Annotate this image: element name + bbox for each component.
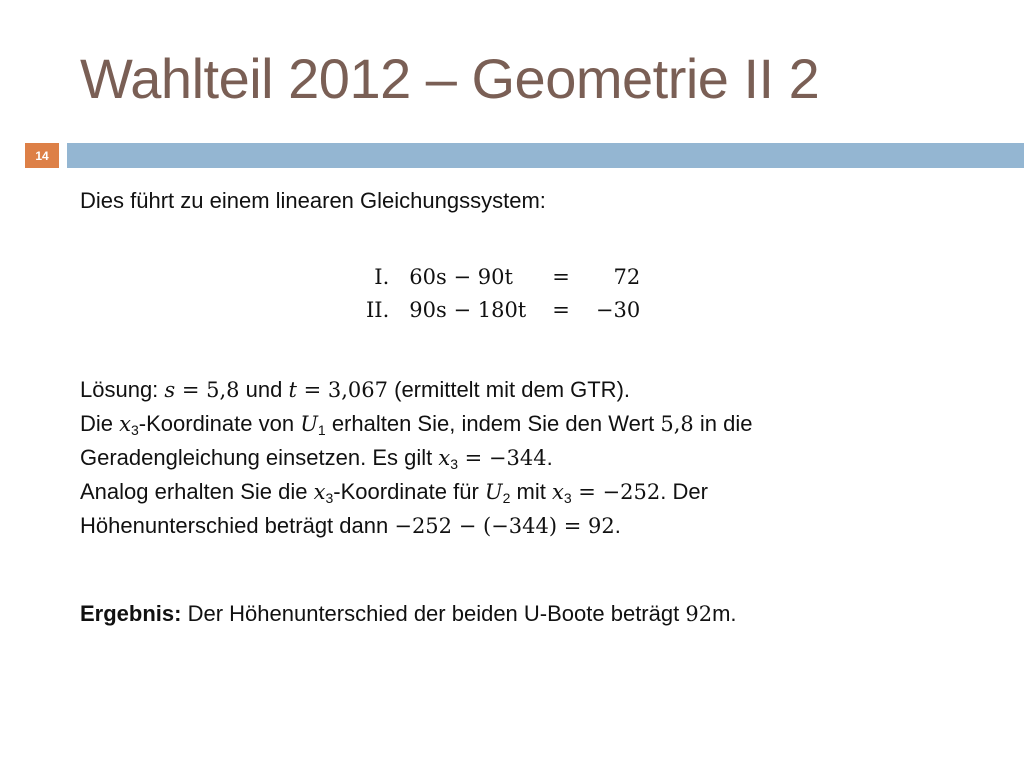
math-var: t xyxy=(288,378,297,402)
slide-number-badge: 14 xyxy=(25,143,59,168)
text-run: . xyxy=(546,445,553,470)
equation-rhs: −30 xyxy=(595,297,641,322)
math-var: s xyxy=(164,378,176,402)
explanation-line xyxy=(80,441,753,475)
text-run: Analog erhalten Sie die xyxy=(80,479,314,504)
explanation-line xyxy=(80,509,753,543)
math-var: U xyxy=(300,412,318,436)
math-sub: 3 xyxy=(563,490,572,506)
equation-lhs: 90s − 180t xyxy=(409,297,527,322)
solution-block xyxy=(80,373,753,543)
math-var: U xyxy=(484,480,503,504)
explanation-line xyxy=(80,475,753,509)
math-expr: = 5,8 xyxy=(175,378,240,402)
equation-row xyxy=(362,260,644,293)
text-run: in die xyxy=(693,411,753,436)
math-sub: 3 xyxy=(450,456,458,472)
text-run: m. xyxy=(712,601,737,626)
math-expr: −252 − (−344) = 92 xyxy=(394,514,615,538)
text-run: und xyxy=(239,377,289,402)
text-run: mit xyxy=(510,479,552,504)
math-var: x xyxy=(551,480,564,504)
math-expr: = −252 xyxy=(571,480,661,504)
math-expr: 92 xyxy=(685,602,713,626)
text-run: Lösung: xyxy=(80,377,165,402)
text-run: -Koordinate von xyxy=(138,411,301,436)
text-run: Geradengleichung einsetzen. Es gilt xyxy=(80,445,439,470)
math-var: x xyxy=(119,412,131,436)
math-sub: 3 xyxy=(325,490,334,506)
page-title: Wahlteil 2012 – Geometrie II 2 xyxy=(80,47,820,110)
math-sub: 2 xyxy=(502,490,511,506)
equation-equals: = xyxy=(552,264,570,289)
math-expr: = −344 xyxy=(457,446,547,470)
text-run: erhalten Sie, indem Sie den Wert xyxy=(325,411,661,436)
text-run: Höhenunterschied beträgt dann xyxy=(80,513,395,538)
math-sub: 1 xyxy=(317,422,326,438)
solution-line xyxy=(80,373,753,407)
header-bar xyxy=(67,143,1024,168)
text-run: Der Höhenunterschied der beiden U-Boote beträgt xyxy=(181,601,686,626)
math-expr: = 3,067 xyxy=(296,378,388,402)
equation-system xyxy=(362,260,644,326)
text-run: . Der xyxy=(660,479,708,504)
equation-row xyxy=(362,293,644,326)
equation-number: II. xyxy=(366,297,390,322)
text-run: . xyxy=(614,513,621,538)
equation-number: I. xyxy=(374,264,390,289)
math-var: x xyxy=(313,480,326,504)
text-run: -Koordinate für xyxy=(333,479,485,504)
explanation-line xyxy=(80,407,753,441)
equation-lhs: 60s − 90t xyxy=(409,264,513,289)
math-sub: 3 xyxy=(130,422,139,438)
result-label: Ergebnis: xyxy=(80,601,182,626)
equation-rhs: 72 xyxy=(613,264,641,289)
text-run: (ermittelt mit dem GTR). xyxy=(388,377,631,402)
result-line xyxy=(80,601,737,627)
math-expr: 5,8 xyxy=(660,412,694,436)
math-var: x xyxy=(438,446,451,470)
intro-text: Dies führt zu einem linearen Gleichungssystem: xyxy=(80,188,546,213)
equation-equals: = xyxy=(552,297,570,322)
text-run: Die xyxy=(80,411,120,436)
